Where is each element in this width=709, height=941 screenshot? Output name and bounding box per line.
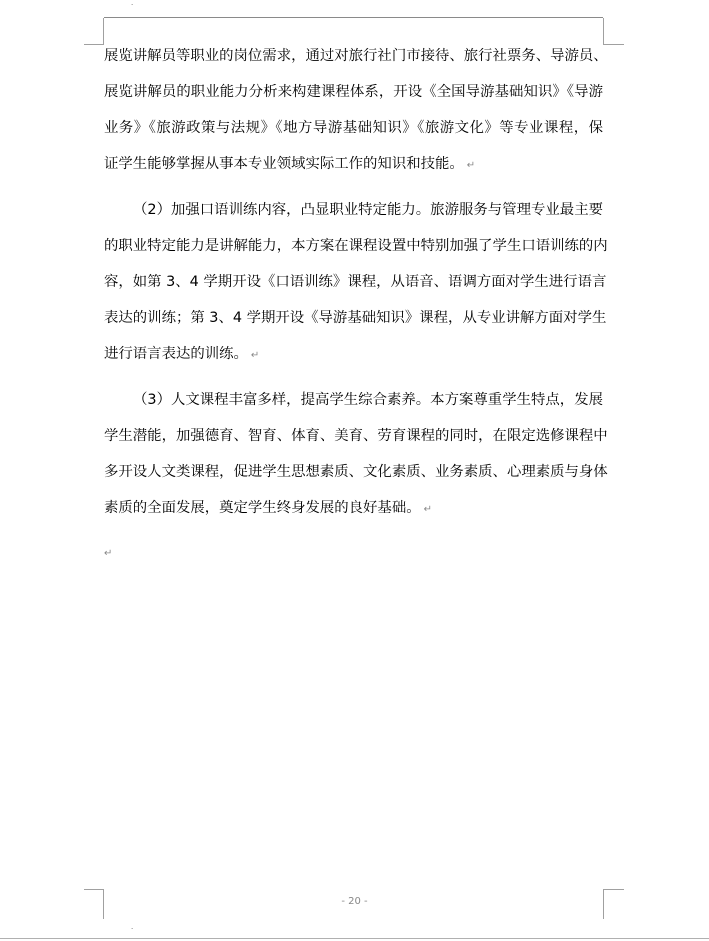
text-line: 展览讲解员的职业能力分析来构建课程体系，开设《全国导游基础知识》《导游 (104, 84, 603, 100)
crop-mark-top-right-vertical (603, 18, 604, 44)
text-line-last (104, 146, 603, 182)
page-bottom-edge (0, 938, 709, 939)
crop-mark-bottom-right-horizontal (603, 889, 624, 890)
text-line-last (104, 490, 603, 526)
top-marker: · (131, 1, 134, 9)
text-line: 展览讲解员等职业的岗位需求，通过对旅行社门市接待、旅行社票务、导游员、 (104, 48, 608, 64)
text-line: 业务》《旅游政策与法规》《地方导游基础知识》《旅游文化》等专业课程，保 (104, 120, 603, 136)
paragraph-mark-icon: ↵ (250, 350, 260, 361)
paragraph-mark-icon: ↵ (423, 504, 432, 515)
text-line: 表达的训练；第 3、4 学期开设《导游基础知识》课程，从专业讲解方面对学生 (104, 310, 607, 326)
paragraph-spacing (104, 372, 603, 382)
body-text (104, 38, 608, 572)
crop-mark-top-right-horizontal (603, 44, 624, 45)
page-number: - 20 - (341, 896, 368, 907)
bottom-marker: · (131, 925, 134, 933)
text-line-last (104, 336, 603, 372)
text-line: 多开设人文类课程，促进学生思想素质、文化素质、业务素质、心理素质与身体 (104, 464, 608, 480)
text-line-content: 进行语言表达的训练。 (104, 346, 248, 362)
text-line-content: 证学生能够掌握从事本专业领域实际工作的知识和技能。 (104, 156, 464, 172)
empty-paragraph-mark-icon: ↵ (104, 548, 113, 559)
text-line: 容，如第 3、4 学期开设《口语训练》课程，从语音、语调方面对学生进行语言 (104, 274, 607, 290)
paragraph-spacing (104, 526, 603, 536)
header-rule (104, 17, 603, 18)
text-line-content: 素质的全面发展，奠定学生终身发展的良好基础。 (104, 500, 421, 516)
paragraph-spacing (104, 182, 603, 192)
text-line-indented: （2）加强口语训练内容，凸显职业特定能力。旅游服务与管理专业最主要 (133, 202, 603, 218)
crop-mark-top-left-horizontal (84, 44, 104, 45)
text-line: 学生潜能，加强德育、智育、体育、美育、劳育课程的同时，在限定选修课程中 (104, 428, 608, 444)
crop-mark-bottom-left-horizontal (84, 889, 104, 890)
text-line-indented: （3）人文课程丰富多样，提高学生综合素养。本方案尊重学生特点，发展 (133, 392, 603, 408)
text-line: 的职业特定能力是讲解能力，本方案在课程设置中特别加强了学生口语训练的内 (104, 238, 608, 254)
paragraph-mark-icon: ↵ (466, 160, 476, 171)
